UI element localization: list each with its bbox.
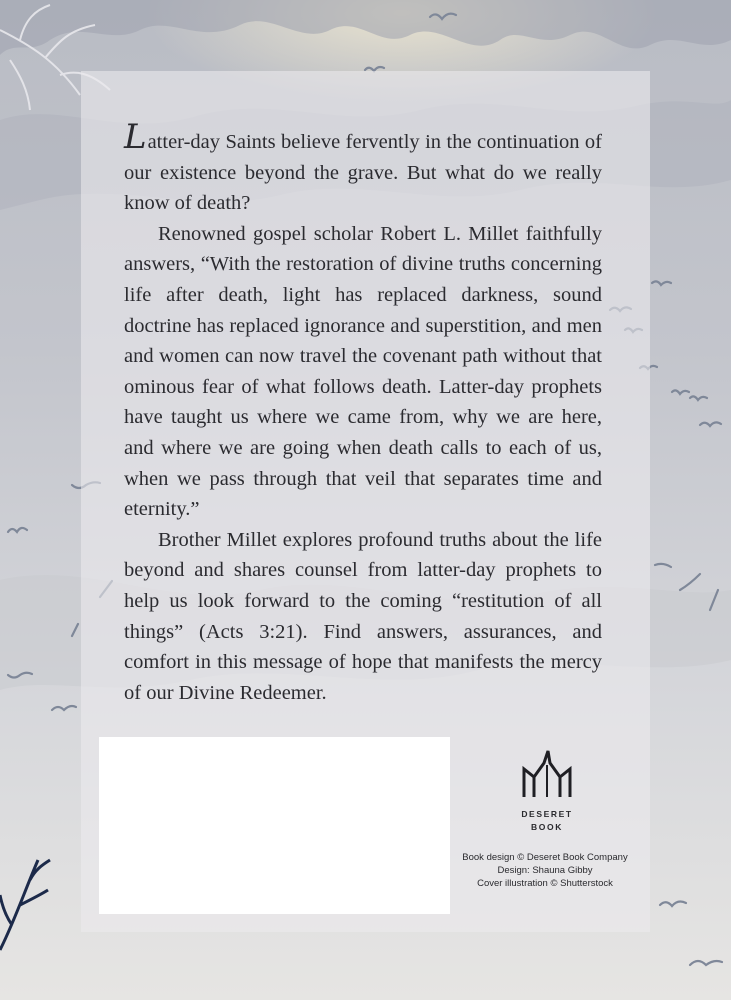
- drop-cap: L: [124, 117, 147, 157]
- publisher-name: [500, 808, 594, 834]
- blurb-paragraph-2: Renowned gospel scholar Robert L. Millet faithfully answers, “With the restoration of divine truths concerning life after death, light has replaced darkness, sound doctrine has replaced ignorance and superstition, and men and women can now travel the covenant path without that ominous fear of what follows death. Latter-day prophets have taught us where we came from, why we are here, and where we are going when death calls to each of us, when we pass through that veil that separates time and eternity.”: [124, 222, 602, 521]
- blurb-paragraph-3: Brother Millet explores profound truths about the life beyond and shares counsel from latter-day prophets to help us look forward to the coming “restitution of all things” (Acts 3:21). Find answers, assurances, and comfort in this message of hope that manifests the mercy of our Divine Redeemer.: [124, 528, 602, 704]
- deseret-book-logo-icon: [520, 747, 574, 801]
- credit-illustration: Cover illustration © Shutterstock: [477, 878, 613, 889]
- design-credits: [455, 851, 635, 890]
- publisher-name-line-1: DESERET: [521, 809, 573, 819]
- blurb-paragraph-1-text: atter-day Saints believe fervently in the continuation of our existence beyond the grave. But what do we really know of death?: [124, 131, 602, 215]
- credit-designer: Design: Shauna Gibby: [497, 865, 593, 876]
- publisher-name-line-2: BOOK: [531, 822, 563, 832]
- credit-book-design: Book design © Deseret Book Company: [462, 852, 628, 863]
- barcode-area: [99, 737, 450, 914]
- back-cover-blurb: [124, 117, 602, 708]
- blurb-paragraph-1: [124, 117, 602, 219]
